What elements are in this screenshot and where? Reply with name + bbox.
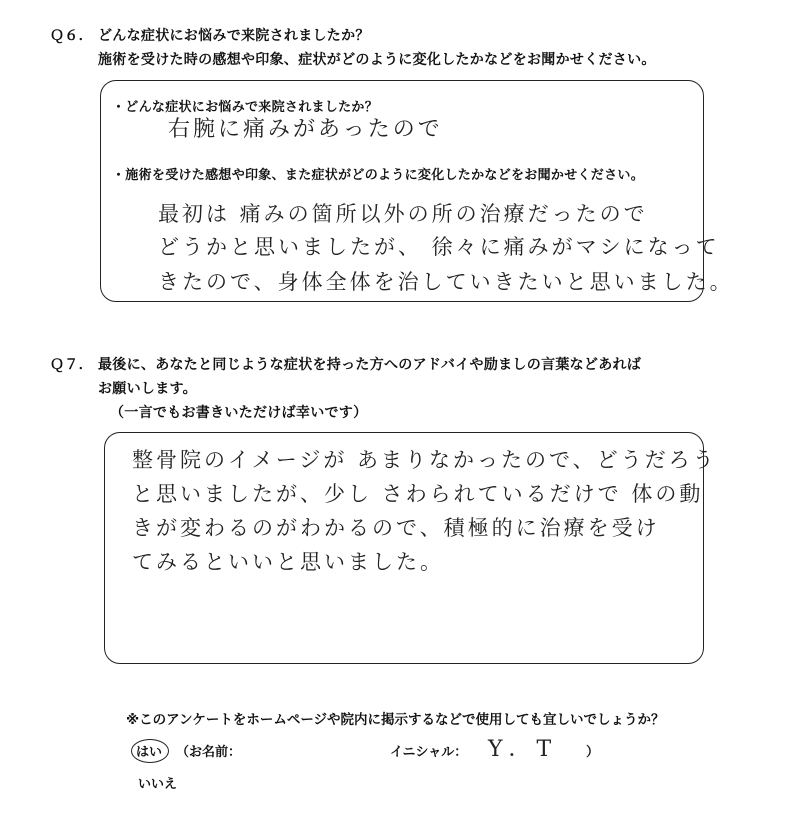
initial-label: イニシャル： <box>390 745 468 760</box>
q6-question-line1: どんな症状にお悩みで来院されましたか？ <box>98 28 370 44</box>
q7-question-line1: 最後に、あなたと同じような症状を持った方へのアドバイや励ましの言葉などあれば <box>98 357 642 373</box>
q7-answer-line4: てみるといいと思いました。 <box>132 550 444 574</box>
q6-answer2-line2: どうかと思いましたが、 徐々に痛みがマシになって <box>158 235 720 259</box>
q7-answer-line2: と思いましたが、少し さわられているだけで 体の動 <box>132 482 704 506</box>
q6-label: Ｑ６． <box>50 28 93 44</box>
q6-question-line2: 施術を受けた時の感想や印象、症状がどのように変化したかなどをお聞かせください。 <box>98 52 656 68</box>
q7-answer-line1: 整骨院のイメージが あまりなかったので、どうだろう <box>132 448 717 472</box>
q6-answer1: 右腕に痛みがあったので <box>168 117 443 142</box>
q7-answer-line3: きが変わるのがわかるので、積極的に治療を受け <box>132 516 660 540</box>
initial-value[interactable]: Y．T <box>488 737 558 762</box>
q6-answer2-line1: 最初は 痛みの箇所以外の所の治療だったので <box>158 202 648 226</box>
close-paren: ） <box>586 745 600 760</box>
q7-question-line3: （一言でもお書きいただけば幸いです） <box>110 405 368 421</box>
option-no[interactable]: いいえ <box>138 777 178 792</box>
q6-bullet2: ・施術を受けた感想や印象、また症状がどのように変化したかなどをお聞かせください。 <box>112 168 645 183</box>
q6-bullet1: ・どんな症状にお悩みで来院されましたか？ <box>112 100 379 115</box>
consent-question: ※このアンケートをホームページや院内に掲示するなどで使用しても宜しいでしょうか？ <box>126 712 665 728</box>
q7-question-line2: お願いします。 <box>98 381 197 397</box>
q6-answer2-line3: きたので、身体全体を治していきたいと思いました。 <box>158 270 734 294</box>
q7-label: Ｑ７． <box>50 357 93 373</box>
name-label: （お名前： <box>176 745 242 760</box>
option-yes[interactable]: はい <box>136 745 163 760</box>
